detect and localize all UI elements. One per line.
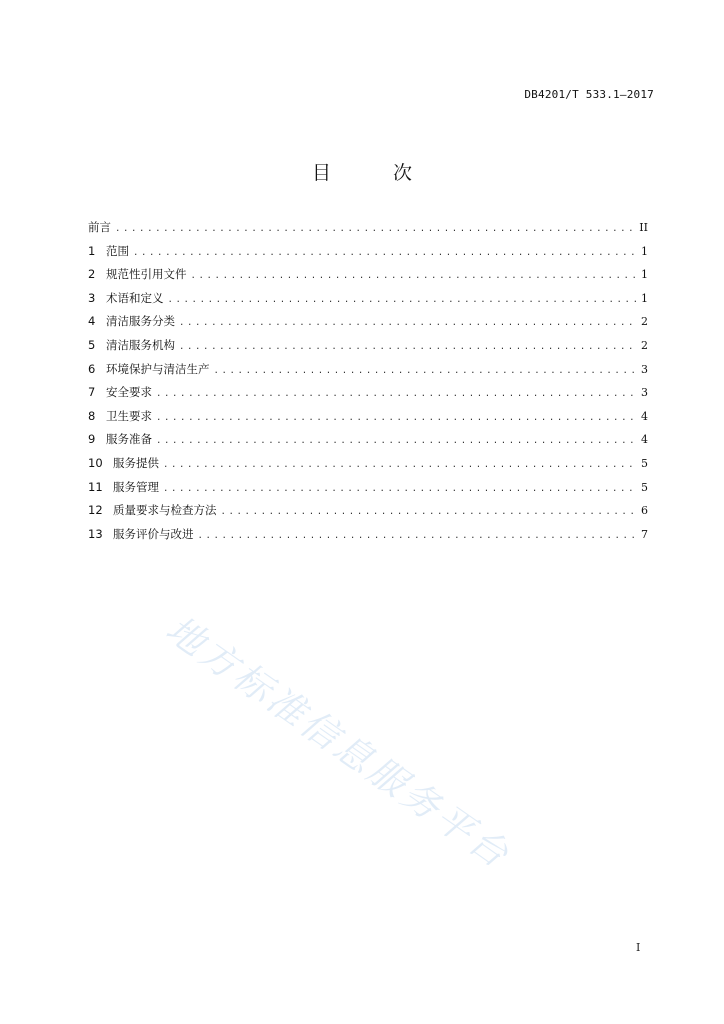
toc-entry-page: 1 [641,268,648,282]
toc-leader-dots [179,338,636,357]
toc-entry-4[interactable] [88,312,648,336]
toc-entry-1[interactable] [88,242,648,266]
toc-leader-dots [168,291,637,310]
toc-entry-label: 环境保护与清洁生产 [106,361,210,376]
toc-leader-dots [191,267,637,286]
toc-entry-number: 6 [88,361,96,376]
toc-entry-label: 清洁服务机构 [106,337,175,352]
toc-entry-label: 术语和定义 [106,290,164,305]
page-number: I [636,941,641,954]
toc-entry-page: 1 [641,244,648,258]
toc-entry-page: 5 [641,480,648,494]
toc-leader-dots [156,385,636,404]
toc-entry-3[interactable] [88,289,648,313]
toc-entry-page: 3 [641,386,648,400]
toc-entry-number: 10 [88,455,103,470]
toc-entry-label: 安全要求 [106,385,152,400]
toc-leader-dots [133,244,636,263]
toc-entry-foreword[interactable] [88,218,648,242]
toc-leader-dots [179,314,636,333]
toc-leader-dots [115,220,635,239]
toc-entry-number: 1 [88,243,96,258]
toc-entry-page: 3 [641,362,648,376]
toc-entry-13[interactable] [88,525,648,549]
watermark: 地方标准信息服务平台 [158,607,519,878]
toc-entry-label: 前言 [88,220,111,234]
toc-entry-page: II [639,221,648,234]
toc-entry-label: 服务准备 [106,432,152,447]
toc-entry-6[interactable] [88,360,648,384]
toc-entry-page: 2 [641,315,648,329]
toc-entry-number: 4 [88,314,96,329]
toc-entry-label: 卫生要求 [106,408,152,423]
toc-entry-12[interactable] [88,501,648,525]
toc-entry-8[interactable] [88,407,648,431]
toc-entry-7[interactable] [88,383,648,407]
toc-entry-label: 质量要求与检查方法 [113,503,217,518]
toc-entry-number: 11 [88,479,103,494]
toc-entry-page: 4 [641,433,648,447]
toc-title: 目 次 [311,162,441,184]
toc-entry-number: 9 [88,432,96,447]
toc-entry-label: 清洁服务分类 [106,314,175,329]
toc-entry-10[interactable] [88,454,648,478]
toc-entry-5[interactable] [88,336,648,360]
toc-entry-number: 12 [88,503,103,518]
toc-entry-label: 服务管理 [113,479,159,494]
toc-entry-2[interactable] [88,265,648,289]
toc-entry-label: 服务提供 [113,455,159,470]
table-of-contents [88,218,648,548]
toc-entry-page: 4 [641,409,648,423]
toc-entry-page: 1 [641,291,648,305]
toc-entry-number: 13 [88,526,103,541]
document-code: DB4201/T 533.1—2017 [524,88,654,101]
toc-entry-page: 6 [641,504,648,518]
toc-entry-number: 8 [88,408,96,423]
toc-entry-label: 服务评价与改进 [113,526,194,541]
toc-entry-label: 范围 [106,243,129,258]
toc-entry-number: 3 [88,290,96,305]
toc-entry-number: 5 [88,337,96,352]
toc-entry-page: 2 [641,338,648,352]
toc-leader-dots [214,362,637,381]
toc-leader-dots [156,432,636,451]
toc-leader-dots [163,456,636,475]
toc-leader-dots [156,409,636,428]
toc-entry-11[interactable] [88,478,648,502]
toc-entry-9[interactable] [88,430,648,454]
toc-leader-dots [198,527,637,546]
toc-entry-page: 5 [641,456,648,470]
toc-entry-number: 7 [88,385,96,400]
toc-entry-number: 2 [88,267,96,282]
toc-entry-label: 规范性引用文件 [106,267,187,282]
toc-entry-page: 7 [641,527,648,541]
toc-leader-dots [163,480,636,499]
toc-leader-dots [221,503,637,522]
